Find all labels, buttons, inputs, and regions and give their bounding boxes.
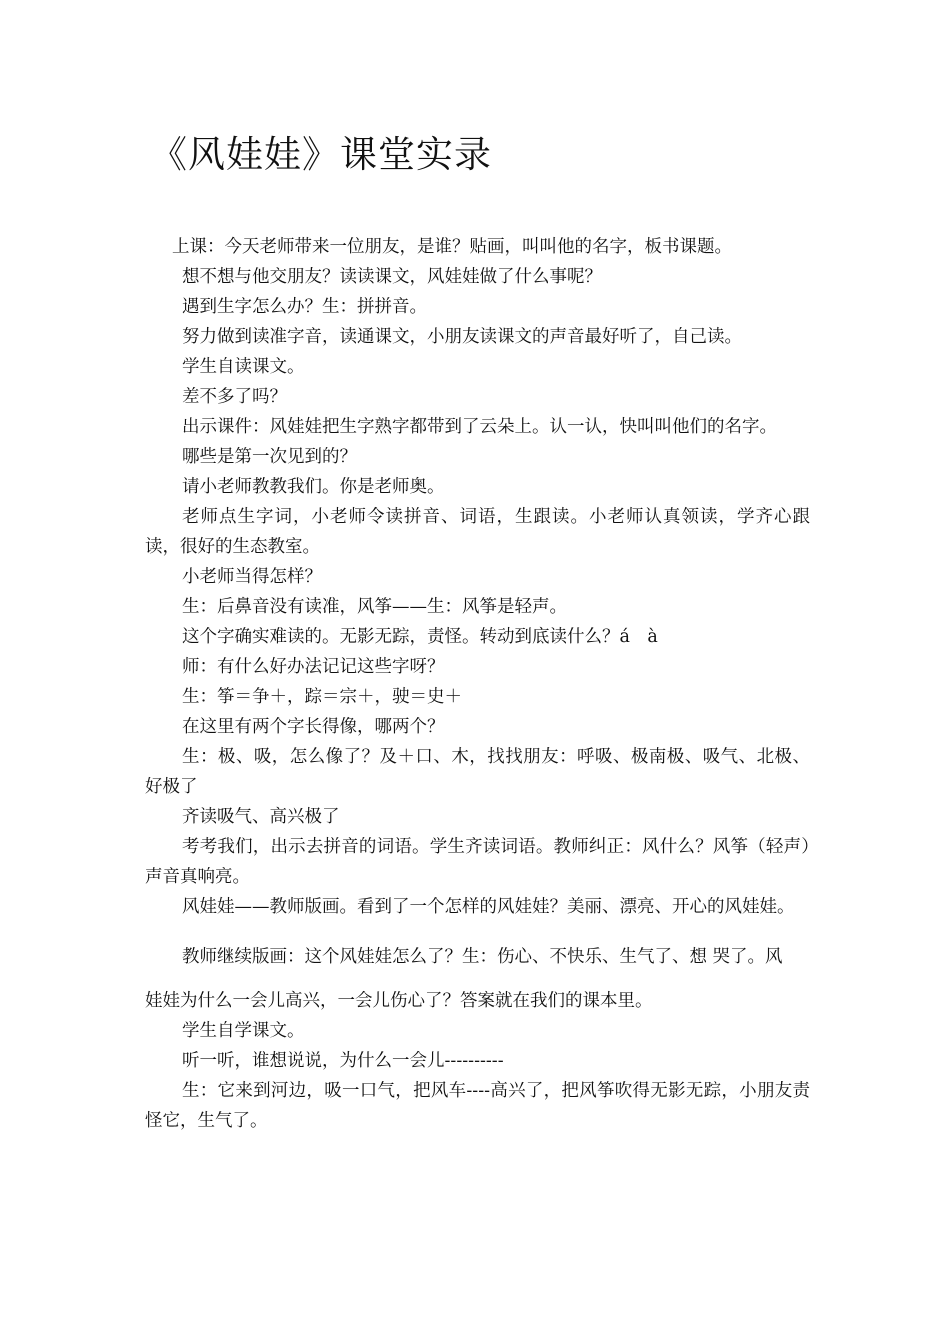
paragraph: 学生自学课文。 [182, 1021, 305, 1041]
paragraph: 在这里有两个字长得像，哪两个？ [182, 717, 445, 737]
document-body [145, 232, 810, 1136]
paragraph: 学生自读课文。 [182, 357, 305, 377]
paragraph: 出示课件：风娃娃把生字熟字都带到了云朵上。认一认，快叫叫他们的名字。 [182, 417, 777, 437]
paragraph: 上课：今天老师带来一位朋友，是谁？贴画，叫叫他的名字，板书课题。 [172, 237, 732, 257]
paragraph: 小老师当得怎样？ [182, 567, 322, 587]
paragraph: 听一听，谁想说说，为什么一会儿---------- [182, 1051, 504, 1071]
paragraph: 哪些是第一次见到的？ [182, 447, 357, 467]
paragraph: 教师继续版画：这个风娃娃怎么了？生：伤心、不快乐、生气了、想 哭了。风 [182, 947, 783, 967]
document-title: 《风娃娃》课堂实录 [150, 133, 492, 176]
paragraph: 遇到生字怎么办？生：拼拼音。 [182, 297, 427, 317]
paragraph: 生：后鼻音没有读准，风筝——生：风筝是轻声。 [182, 597, 567, 617]
paragraph: 努力做到读准字音，读通课文，小朋友读课文的声音最好听了，自己读。 [182, 327, 742, 347]
paragraph: 风娃娃——教师版画。看到了一个怎样的风娃娃？美丽、漂亮、开心的风娃娃。 [182, 897, 795, 917]
paragraph: 考考我们，出示去拼音的词语。学生齐读词语。教师纠正：风什么？风筝（轻声）声音真响亮。 [145, 837, 810, 887]
paragraph: 差不多了吗？ [182, 387, 287, 407]
paragraph: 想不想与他交朋友？读读课文，风娃娃做了什么事呢？ [182, 267, 602, 287]
paragraph: 请小老师教教我们。你是老师奥。 [182, 477, 445, 497]
paragraph: 齐读吸气、高兴极了 [182, 807, 340, 827]
paragraph: 这个字确实难读的。无影无踪，责怪。转动到底读什么？á à [182, 627, 658, 647]
paragraph: 生：筝＝争＋，踪＝宗＋，驶＝史＋ [182, 687, 462, 707]
paragraph: 娃娃为什么一会儿高兴，一会儿伤心了？答案就在我们的课本里。 [145, 991, 653, 1011]
paragraph: 老师点生字词，小老师令读拼音、词语，生跟读。小老师认真领读，学齐心跟读，很好的生态教室。 [145, 507, 810, 557]
paragraph: 生：极、吸，怎么像了？及＋口、木，找找朋友：呼吸、极南极、吸气、北极、好极了 [145, 747, 810, 797]
paragraph: 师：有什么好办法记记这些字呀？ [182, 657, 445, 677]
paragraph: 生：它来到河边，吸一口气，把风车----高兴了，把风筝吹得无影无踪，小朋友责怪它，生气了。 [145, 1081, 810, 1131]
